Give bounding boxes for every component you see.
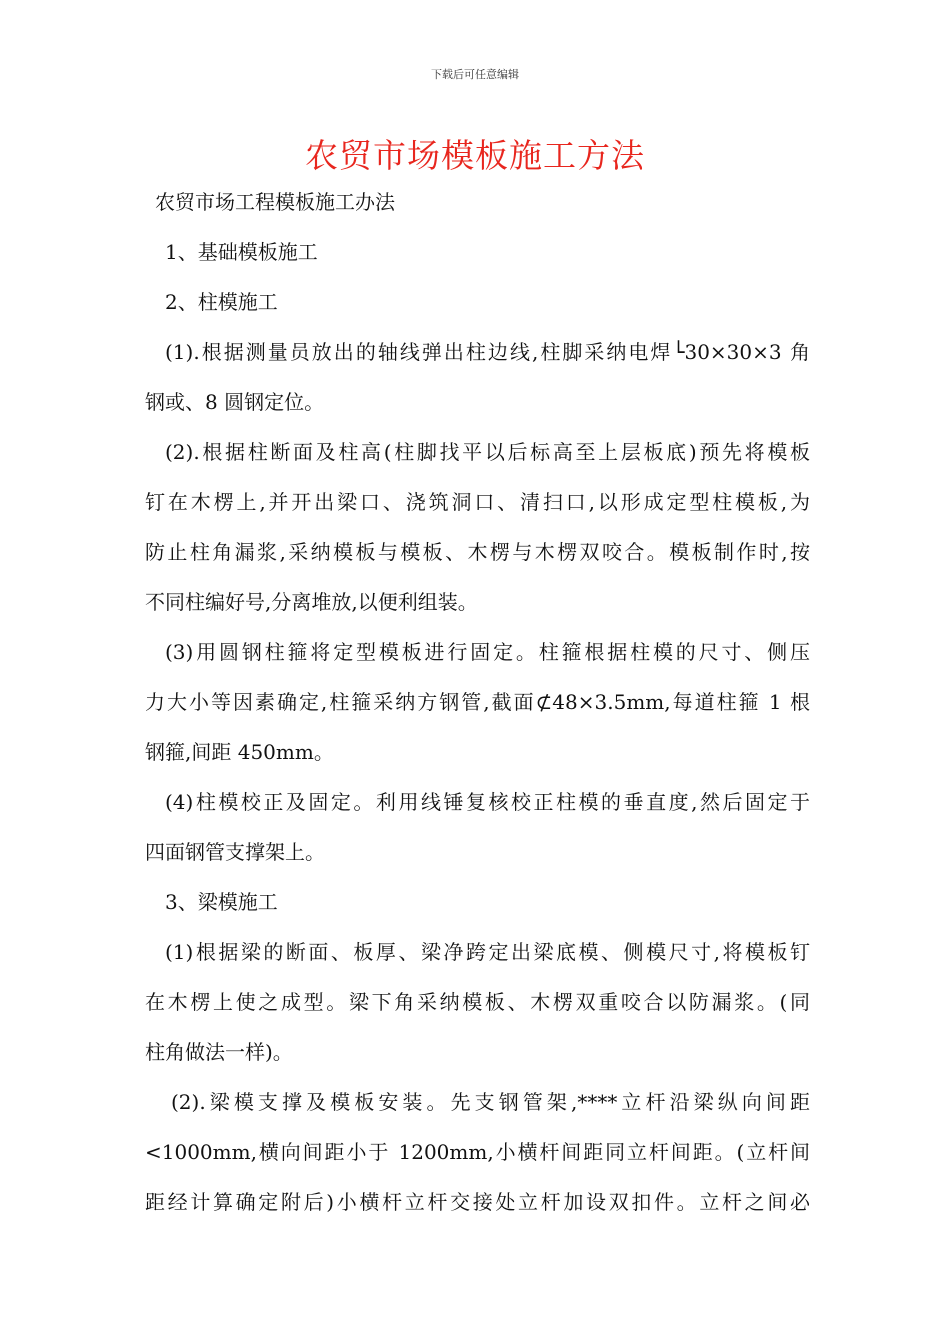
paragraph-line: (1).根据测量员放出的轴线弹出柱边线,柱脚采纳电焊└30×30×3 角 — [165, 340, 810, 364]
paragraph-line: <1000mm,横向间距小于 1200mm,小横杆间距同立杆间距。(立杆间 — [145, 1140, 810, 1164]
paragraph-line: 力大小等因素确定,柱箍采纳方钢管,截面⊄48×3.5mm,每道柱箍 1 根 — [145, 690, 810, 714]
paragraph-line: 防止柱角漏浆,采纳模板与模板、木楞与木楞双咬合。模板制作时,按 — [145, 540, 810, 564]
paragraph-line: 四面钢管支撑架上。 — [145, 840, 325, 864]
paragraph-line: 钢或、8 圆钢定位。 — [145, 390, 325, 414]
paragraph-line: 钢箍,间距 450mm。 — [145, 740, 334, 764]
paragraph-line: 钉在木楞上,并开出梁口、浇筑洞口、清扫口,以形成定型柱模板,为 — [145, 490, 810, 514]
paragraph-line: (3)用圆钢柱箍将定型模板进行固定。柱箍根据柱模的尺寸、侧压 — [165, 640, 810, 664]
paragraph-line: (1)根据梁的断面、板厚、梁净跨定出梁底模、侧模尺寸,将模板钉 — [165, 940, 810, 964]
section-heading: 2、柱模施工 — [165, 290, 278, 314]
header-note: 下载后可任意编辑 — [431, 68, 519, 81]
section-heading: 3、梁模施工 — [165, 890, 278, 914]
paragraph-line: (4)柱模校正及固定。利用线锤复核校正柱模的垂直度,然后固定于 — [165, 790, 810, 814]
paragraph-line: (2).根据柱断面及柱高(柱脚找平以后标高至上层板底)预先将模板 — [165, 440, 810, 464]
paragraph-line: 在木楞上使之成型。梁下角采纳模板、木楞双重咬合以防漏浆。(同 — [145, 990, 810, 1014]
section-heading: 1、基础模板施工 — [165, 240, 318, 264]
paragraph-line: 不同柱编好号,分离堆放,以便利组装。 — [145, 590, 478, 614]
paragraph-line: 柱角做法一样)。 — [145, 1040, 293, 1064]
paragraph-line: (2).梁模支撑及模板安装。先支钢管架,****立杆沿梁纵向间距 — [171, 1090, 810, 1114]
document-title: 农贸市场模板施工方法 — [305, 136, 645, 175]
subtitle-line: 农贸市场工程模板施工办法 — [155, 190, 395, 214]
paragraph-line: 距经计算确定附后)小横杆立杆交接处立杆加设双扣件。立杆之间必 — [145, 1190, 810, 1214]
